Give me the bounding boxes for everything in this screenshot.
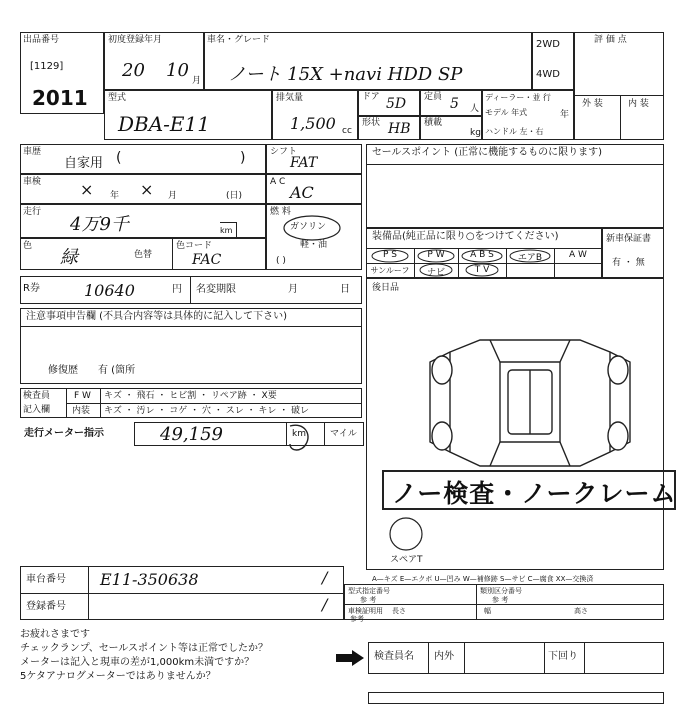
first-reg-year: 20 <box>122 60 145 81</box>
recycle-box <box>20 276 362 304</box>
lot-label: 出品番号 <box>23 35 60 45</box>
first-reg-label: 初度登録年月 <box>108 35 163 45</box>
sales-point-label: セールスポイント (正常に機能するものに限ります) <box>372 147 603 158</box>
inspector-name-label: 検査員名 <box>374 651 414 662</box>
after-day-label: 後日品 <box>372 283 400 293</box>
model-label: 型式 <box>108 93 127 103</box>
fuel-circle-mark <box>282 214 342 242</box>
bottom-partial-box <box>368 692 664 704</box>
model-value: DBA-E11 <box>118 112 210 136</box>
manual-label: 新車保証書 <box>606 234 652 244</box>
checklist-label2: 記入欄 <box>23 405 51 415</box>
color-code-label: 色コード <box>176 241 213 251</box>
capacity-unit: 人 <box>470 104 480 114</box>
checklist-row1-items: キズ ・ 飛石 ・ ヒビ割 ・ リペア跡 ・ X要 <box>104 391 277 401</box>
car-name-value: ノート 15X +navi HDD SP <box>228 64 463 85</box>
footer-line-4: 5ケタアナログメーターではありませんか？ <box>20 671 216 682</box>
load-unit: kg <box>470 128 481 138</box>
recycle-unit: 円 <box>172 284 182 295</box>
footer-line-3: メーターは記入と現車の差が1,000km未満ですか？ <box>20 657 255 668</box>
equip-tv: T V <box>474 265 490 275</box>
inspection-year-mark: × <box>80 180 94 199</box>
eval-interior: 内 装 <box>628 99 649 109</box>
capacity-label: 定員 <box>424 92 443 102</box>
shift-label: シフト <box>270 147 298 157</box>
fuel-light-oil: 軽・油 <box>300 240 328 250</box>
checklist-label1: 検査員 <box>23 391 51 401</box>
odometer-value: 49,159 <box>160 424 223 445</box>
eval-box <box>574 32 664 140</box>
checklist-row2-items: キズ ・ 汚レ ・ コゲ ・ 穴 ・ スレ ・ キレ ・ 破レ <box>104 406 310 416</box>
arrow-right-icon <box>336 650 366 666</box>
equip-airbag: エアB <box>517 253 543 263</box>
lot-code: [1129] <box>30 61 64 72</box>
odometer-km-circle <box>284 420 314 456</box>
doors-value: 5D <box>386 96 407 112</box>
chassis-slash-mark: / <box>322 568 328 587</box>
displacement-label: 排気量 <box>276 93 304 103</box>
shift-value: FAT <box>290 155 318 171</box>
color-change-label: 色替 <box>134 250 153 260</box>
history-paren-close: ) <box>240 150 246 166</box>
mileage-value: 4万9千 <box>70 214 129 235</box>
spec-cert-ref: 参考 <box>350 615 364 623</box>
dealer-handle: ハンドル 左・右 <box>485 127 544 136</box>
no-inspection-stamp-text: ノー検査・ノークレーム <box>392 479 677 508</box>
equip-abs: A B S <box>470 250 494 260</box>
dealer-year-unit: 年 <box>560 110 570 120</box>
spec-width: 幅 <box>484 607 491 615</box>
equip-navi: ナビ <box>426 268 445 278</box>
inspector-underside: 下回り <box>548 651 578 662</box>
notes-repair: 修復歴 有 (箇所 <box>48 365 136 376</box>
recycle-day-unit: 日 <box>340 284 350 295</box>
recycle-month-unit: 月 <box>288 284 298 295</box>
ac-value: AC <box>290 183 314 202</box>
equip-aw: A W <box>569 250 587 260</box>
eval-exterior: 外 装 <box>582 99 603 109</box>
spec-class-label: 類別区分番号 <box>480 587 522 595</box>
first-reg-month-unit: 月 <box>192 76 202 86</box>
checklist-row1-head: F W <box>74 391 91 401</box>
inspection-label: 車検 <box>23 177 42 187</box>
odometer-label: 走行メーター指示 <box>24 428 104 439</box>
chassis-value: E11-350638 <box>100 570 199 589</box>
footer-line-2: チェックランプ、セールスポイント等は正常でしたか？ <box>20 643 268 654</box>
color-value: 緑 <box>60 247 78 268</box>
spec-cert-label: 車検証明用 <box>348 607 383 615</box>
manual-value: 有 ・ 無 <box>612 258 645 268</box>
inspection-year-unit: 年 <box>110 191 120 201</box>
recycle-label: R券 <box>23 283 40 294</box>
equip-ps: P S <box>382 250 397 260</box>
spec-height: 高さ <box>574 607 588 615</box>
eval-label: 評 価 点 <box>594 35 627 45</box>
inspection-day-unit: (日) <box>226 191 243 201</box>
load-label: 積載 <box>424 118 443 128</box>
drive-4wd: 4WD <box>536 69 560 80</box>
damage-legend: A—キズ E—エクボ U—凹み W—補修跡 S—サビ C—腐食 XX—交換済 <box>372 575 594 583</box>
footer-line-1: お疲れさまです <box>20 629 90 640</box>
recycle-limit-label: 名変期限 <box>196 284 236 295</box>
notes-label: 注意事項申告欄 (不具合内容等は具体的に記入して下さい) <box>26 311 287 322</box>
equip-marks <box>366 248 602 278</box>
inspection-month-mark: × <box>140 180 154 199</box>
fuel-label: 燃 料 <box>270 207 291 217</box>
odometer-mile: マイル <box>330 429 357 439</box>
history-box <box>20 144 266 174</box>
registration-label: 登録番号 <box>26 601 66 612</box>
spare-tire-icon <box>388 516 424 552</box>
checklist-row2-head: 内装 <box>72 406 91 416</box>
lot-year: 2011 <box>32 86 88 110</box>
displacement-value: 1,500 <box>290 114 336 133</box>
dealer-model-year: モデル 年式 <box>485 108 528 117</box>
displacement-unit: cc <box>342 126 352 136</box>
fuel-gasoline: ガソリン <box>290 222 327 232</box>
odometer-km: km <box>292 429 306 439</box>
equipment-label: 装備品(純正品に限り○をつけてください) <box>372 231 559 242</box>
drive-2wd: 2WD <box>536 39 560 50</box>
first-reg-month: 10 <box>166 60 189 81</box>
spec-length: 長さ <box>392 607 406 615</box>
spec-type-label: 型式指定番号 <box>348 587 390 595</box>
history-paren-open: ( <box>116 150 122 166</box>
equip-sunroof: サンルーフ <box>370 266 410 275</box>
car-name-label: 車名・グレード <box>207 35 271 45</box>
color-code: FAC <box>192 252 222 268</box>
doors-label: ドア <box>362 92 380 102</box>
spare-label: スペアT <box>390 555 423 565</box>
body-shape-label: 形状 <box>362 118 381 128</box>
car-damage-diagram <box>420 322 640 482</box>
recycle-value: 10640 <box>84 281 135 300</box>
history-value: 自家用 <box>64 156 104 171</box>
spec-type-ref: 参 考 <box>360 596 377 604</box>
inspection-month-unit: 月 <box>168 191 178 201</box>
fuel-paren: ( ) <box>276 256 286 266</box>
chassis-label: 車台番号 <box>26 574 66 585</box>
body-shape-value: HB <box>388 121 411 137</box>
spec-class-ref: 参 考 <box>492 596 509 604</box>
color-label: 色 <box>23 241 33 251</box>
equip-pw: P W <box>427 250 445 260</box>
reg-slash-mark: / <box>322 595 328 614</box>
mileage-unit: km <box>220 226 233 235</box>
mileage-label: 走行 <box>23 207 42 217</box>
ac-label: A C <box>270 177 286 187</box>
inspector-exterior: 内外 <box>434 651 454 662</box>
dealer-label: ディーラー・並 行 <box>485 93 551 102</box>
history-label: 車歴 <box>23 147 42 157</box>
capacity-value: 5 <box>450 96 459 112</box>
